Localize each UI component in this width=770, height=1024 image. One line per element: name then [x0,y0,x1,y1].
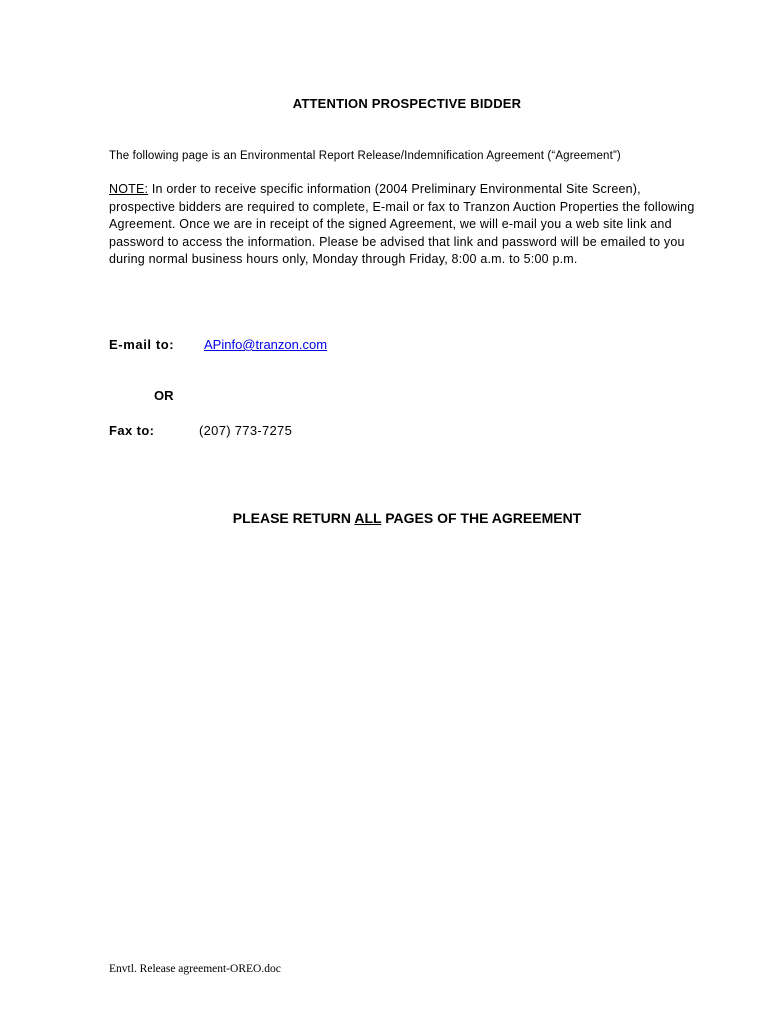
note-paragraph [109,181,709,269]
fax-number: (207) 773-7275 [199,423,293,438]
email-link[interactable]: APinfo@tranzon.com [204,337,328,352]
note-label: NOTE: [109,182,149,196]
or-separator: OR [154,388,174,403]
return-notice [0,510,770,526]
page-title: ATTENTION PROSPECTIVE BIDDER [292,96,522,111]
fax-label: Fax to: [109,423,155,438]
return-notice-end: PAGES OF THE AGREEMENT [381,510,582,526]
note-text: In order to receive specific information (2004 Preliminary Environmental Site Screen), prospective bidders are required to complete, E-mail or fax to Tranzon Auction Properties the following Agreement. Once we are in receipt of the signed Agreement, we will e-mail you a web site link and password to access the information. Please be advised that link and password will be emailed to you during normal business hours only, Monday through Friday, 8:00 a.m. to 5:00 p.m. [109,182,695,267]
return-notice-emphasis: ALL [354,510,382,526]
email-label: E-mail to: [109,337,175,352]
footer-filename: Envtl. Release agreement-OREO.doc [109,963,281,975]
return-notice-start: PLEASE RETURN [232,510,355,526]
intro-text: The following page is an Environmental Report Release/Indemnification Agreement (“Agreement”) [109,150,621,162]
